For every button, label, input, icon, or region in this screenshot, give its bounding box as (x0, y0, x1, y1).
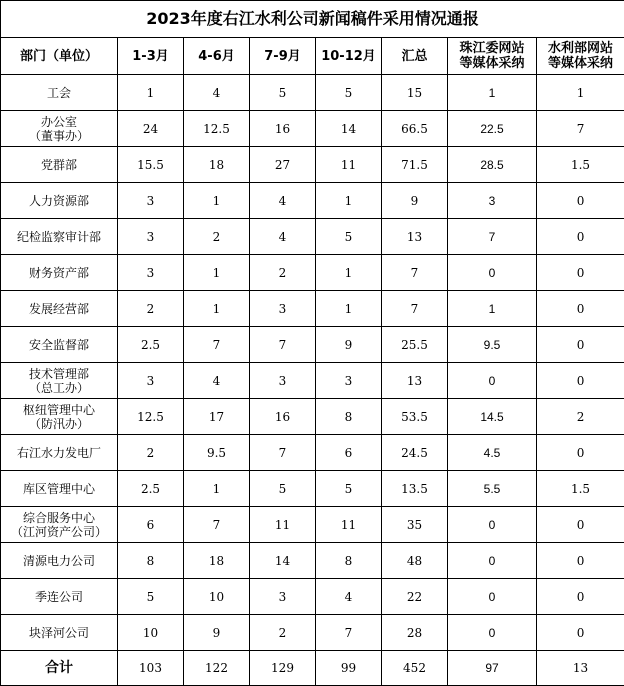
dept-name-line: 技术管理部 (28, 366, 89, 381)
q1-cell: 3 (118, 219, 184, 255)
q1-cell: 6 (118, 507, 184, 543)
q4-cell: 9 (316, 327, 382, 363)
table-row (1, 543, 624, 579)
header-text-line: 等媒体采纳 (459, 56, 525, 71)
dept-name-line: （董事办） (28, 128, 89, 143)
dept-name-line: 财务资产部 (28, 265, 89, 280)
header-total (382, 38, 448, 75)
mwr-cell: 1 (537, 75, 624, 111)
mwr-cell: 0 (537, 363, 624, 399)
total-cell: 452 (382, 651, 448, 686)
total-cell: 35 (382, 507, 448, 543)
zhujiang-cell: 28.5 (448, 147, 537, 183)
header-q2 (184, 38, 250, 75)
zhujiang-cell: 0 (448, 543, 537, 579)
q4-cell: 7 (316, 615, 382, 651)
q4-cell: 6 (316, 435, 382, 471)
dept-name-line: 库区管理中心 (22, 481, 95, 496)
mwr-cell: 2 (537, 399, 624, 435)
zhujiang-cell: 1 (448, 291, 537, 327)
q4-cell: 14 (316, 111, 382, 147)
dept-cell (1, 435, 118, 471)
zhujiang-cell: 0 (448, 255, 537, 291)
q2-cell: 4 (184, 75, 250, 111)
dept-cell (1, 471, 118, 507)
q1-cell: 2.5 (118, 327, 184, 363)
q4-cell: 3 (316, 363, 382, 399)
total-cell: 48 (382, 543, 448, 579)
mwr-cell: 0 (537, 507, 624, 543)
q3-cell: 5 (250, 471, 316, 507)
q2-cell: 1 (184, 291, 250, 327)
dept-cell (1, 75, 118, 111)
total-cell: 9 (382, 183, 448, 219)
zhujiang-cell: 1 (448, 75, 537, 111)
mwr-cell: 0 (537, 291, 624, 327)
table-row (1, 219, 624, 255)
dept-cell (1, 399, 118, 435)
mwr-cell: 0 (537, 219, 624, 255)
mwr-cell: 0 (537, 579, 624, 615)
q1-cell: 10 (118, 615, 184, 651)
dept-name-line: 块泽河公司 (28, 625, 89, 640)
dept-name-line: 综合服务中心 (22, 510, 95, 525)
dept-name-line: 办公室 (40, 114, 77, 129)
mwr-cell: 13 (537, 651, 624, 686)
q1-cell: 3 (118, 363, 184, 399)
total-cell: 22 (382, 579, 448, 615)
total-cell: 13 (382, 363, 448, 399)
q2-cell: 18 (184, 543, 250, 579)
header-q3 (250, 38, 316, 75)
q1-cell: 3 (118, 183, 184, 219)
table-row (1, 111, 624, 147)
total-cell: 13.5 (382, 471, 448, 507)
dept-cell (1, 543, 118, 579)
zhujiang-cell: 4.5 (448, 435, 537, 471)
q2-cell: 1 (184, 255, 250, 291)
mwr-cell: 1.5 (537, 147, 624, 183)
q2-cell: 9 (184, 615, 250, 651)
table-row (1, 435, 624, 471)
header-text-line: 10-12月 (321, 48, 376, 64)
q2-cell: 7 (184, 507, 250, 543)
header-text-line: 部门（单位） (19, 48, 98, 64)
total-cell: 71.5 (382, 147, 448, 183)
q4-cell: 1 (316, 291, 382, 327)
dept-name-line: 工会 (46, 85, 71, 100)
table-row (1, 75, 624, 111)
total-cell: 7 (382, 255, 448, 291)
table-row (1, 291, 624, 327)
q2-cell: 1 (184, 183, 250, 219)
total-cell: 15 (382, 75, 448, 111)
q1-cell: 8 (118, 543, 184, 579)
dept-name-line: 季连公司 (34, 589, 83, 604)
zhujiang-cell: 7 (448, 219, 537, 255)
dept-cell (1, 291, 118, 327)
q2-cell: 10 (184, 579, 250, 615)
q3-cell: 4 (250, 183, 316, 219)
mwr-cell: 0 (537, 255, 624, 291)
zhujiang-cell: 0 (448, 615, 537, 651)
header-text-line: 珠江委网站 (459, 41, 525, 56)
dept-cell (1, 507, 118, 543)
q2-cell: 1 (184, 471, 250, 507)
table-row (1, 507, 624, 543)
header-text-line: 7-9月 (264, 48, 301, 64)
header-zhujiang (448, 38, 537, 75)
q2-cell: 4 (184, 363, 250, 399)
dept-name-line: 人力资源部 (28, 193, 89, 208)
table-body (1, 75, 624, 686)
total-cell: 28 (382, 615, 448, 651)
q4-cell: 5 (316, 471, 382, 507)
q1-cell: 1 (118, 75, 184, 111)
header-text-line: 4-6月 (198, 48, 235, 64)
q3-cell: 7 (250, 327, 316, 363)
q3-cell: 16 (250, 111, 316, 147)
q3-cell: 3 (250, 363, 316, 399)
q1-cell: 3 (118, 255, 184, 291)
q1-cell: 5 (118, 579, 184, 615)
q3-cell: 2 (250, 615, 316, 651)
zhujiang-cell: 0 (448, 507, 537, 543)
q3-cell: 3 (250, 291, 316, 327)
q2-cell: 2 (184, 219, 250, 255)
table-row (1, 615, 624, 651)
mwr-cell: 0 (537, 615, 624, 651)
q3-cell: 2 (250, 255, 316, 291)
table-row (1, 183, 624, 219)
dept-name-line: 合计 (45, 660, 73, 676)
header-q4 (316, 38, 382, 75)
mwr-cell: 0 (537, 543, 624, 579)
dept-name-line: 纪检监察审计部 (16, 229, 101, 244)
zhujiang-cell: 97 (448, 651, 537, 686)
mwr-cell: 0 (537, 183, 624, 219)
table-row (1, 255, 624, 291)
dept-name-line: 右江水力发电厂 (16, 445, 101, 460)
q1-cell: 103 (118, 651, 184, 686)
q4-cell: 11 (316, 507, 382, 543)
mwr-cell: 1.5 (537, 471, 624, 507)
q1-cell: 2 (118, 291, 184, 327)
header-q1 (118, 38, 184, 75)
total-cell: 25.5 (382, 327, 448, 363)
q3-cell: 14 (250, 543, 316, 579)
dept-name-line: 枢纽管理中心 (22, 402, 95, 417)
q3-cell: 27 (250, 147, 316, 183)
dept-name-line: 发展经营部 (28, 301, 89, 316)
dept-name-line: （总工办） (28, 380, 89, 395)
zhujiang-cell: 0 (448, 363, 537, 399)
header-text-line: 等媒体采纳 (548, 56, 614, 71)
dept-cell (1, 219, 118, 255)
q4-cell: 1 (316, 183, 382, 219)
dept-cell (1, 615, 118, 651)
q4-cell: 99 (316, 651, 382, 686)
total-cell: 66.5 (382, 111, 448, 147)
total-row (1, 651, 624, 686)
q1-cell: 15.5 (118, 147, 184, 183)
dept-cell (1, 111, 118, 147)
table-title: 2023年度右江水利公司新闻稿件采用情况通报 (1, 1, 624, 38)
q4-cell: 8 (316, 399, 382, 435)
header-text-line: 1-3月 (132, 48, 169, 64)
table-row (1, 363, 624, 399)
dept-cell (1, 255, 118, 291)
q4-cell: 8 (316, 543, 382, 579)
total-label-cell (1, 651, 118, 686)
header-text-line: 汇总 (401, 48, 428, 64)
dept-cell (1, 327, 118, 363)
table-row (1, 579, 624, 615)
q3-cell: 3 (250, 579, 316, 615)
dept-cell (1, 363, 118, 399)
mwr-cell: 7 (537, 111, 624, 147)
q3-cell: 16 (250, 399, 316, 435)
q1-cell: 2.5 (118, 471, 184, 507)
mwr-cell: 0 (537, 327, 624, 363)
q3-cell: 11 (250, 507, 316, 543)
q1-cell: 2 (118, 435, 184, 471)
q4-cell: 5 (316, 75, 382, 111)
header-dept (1, 38, 118, 75)
zhujiang-cell: 3 (448, 183, 537, 219)
q1-cell: 24 (118, 111, 184, 147)
q4-cell: 1 (316, 255, 382, 291)
dept-name-line: 清源电力公司 (22, 553, 95, 568)
q3-cell: 5 (250, 75, 316, 111)
table-row (1, 327, 624, 363)
dept-name-line: 安全监督部 (28, 337, 89, 352)
q2-cell: 9.5 (184, 435, 250, 471)
total-cell: 7 (382, 291, 448, 327)
q4-cell: 5 (316, 219, 382, 255)
dept-cell (1, 579, 118, 615)
q1-cell: 12.5 (118, 399, 184, 435)
q3-cell: 4 (250, 219, 316, 255)
q2-cell: 12.5 (184, 111, 250, 147)
mwr-cell: 0 (537, 435, 624, 471)
q4-cell: 4 (316, 579, 382, 615)
q2-cell: 17 (184, 399, 250, 435)
table-row (1, 147, 624, 183)
q3-cell: 7 (250, 435, 316, 471)
header-row (1, 38, 624, 75)
zhujiang-cell: 9.5 (448, 327, 537, 363)
total-cell: 13 (382, 219, 448, 255)
table-row (1, 399, 624, 435)
zhujiang-cell: 0 (448, 579, 537, 615)
total-cell: 24.5 (382, 435, 448, 471)
zhujiang-cell: 22.5 (448, 111, 537, 147)
table-row (1, 471, 624, 507)
header-mwr (537, 38, 624, 75)
zhujiang-cell: 5.5 (448, 471, 537, 507)
q2-cell: 122 (184, 651, 250, 686)
dept-cell (1, 147, 118, 183)
q2-cell: 7 (184, 327, 250, 363)
dept-name-line: （防汛办） (28, 416, 89, 431)
q4-cell: 11 (316, 147, 382, 183)
q3-cell: 129 (250, 651, 316, 686)
total-cell: 53.5 (382, 399, 448, 435)
dept-name-line: 党群部 (40, 157, 77, 172)
zhujiang-cell: 14.5 (448, 399, 537, 435)
dept-name-line: （江河资产公司） (10, 524, 107, 539)
header-text-line: 水利部网站 (548, 41, 614, 56)
q2-cell: 18 (184, 147, 250, 183)
dept-cell (1, 183, 118, 219)
